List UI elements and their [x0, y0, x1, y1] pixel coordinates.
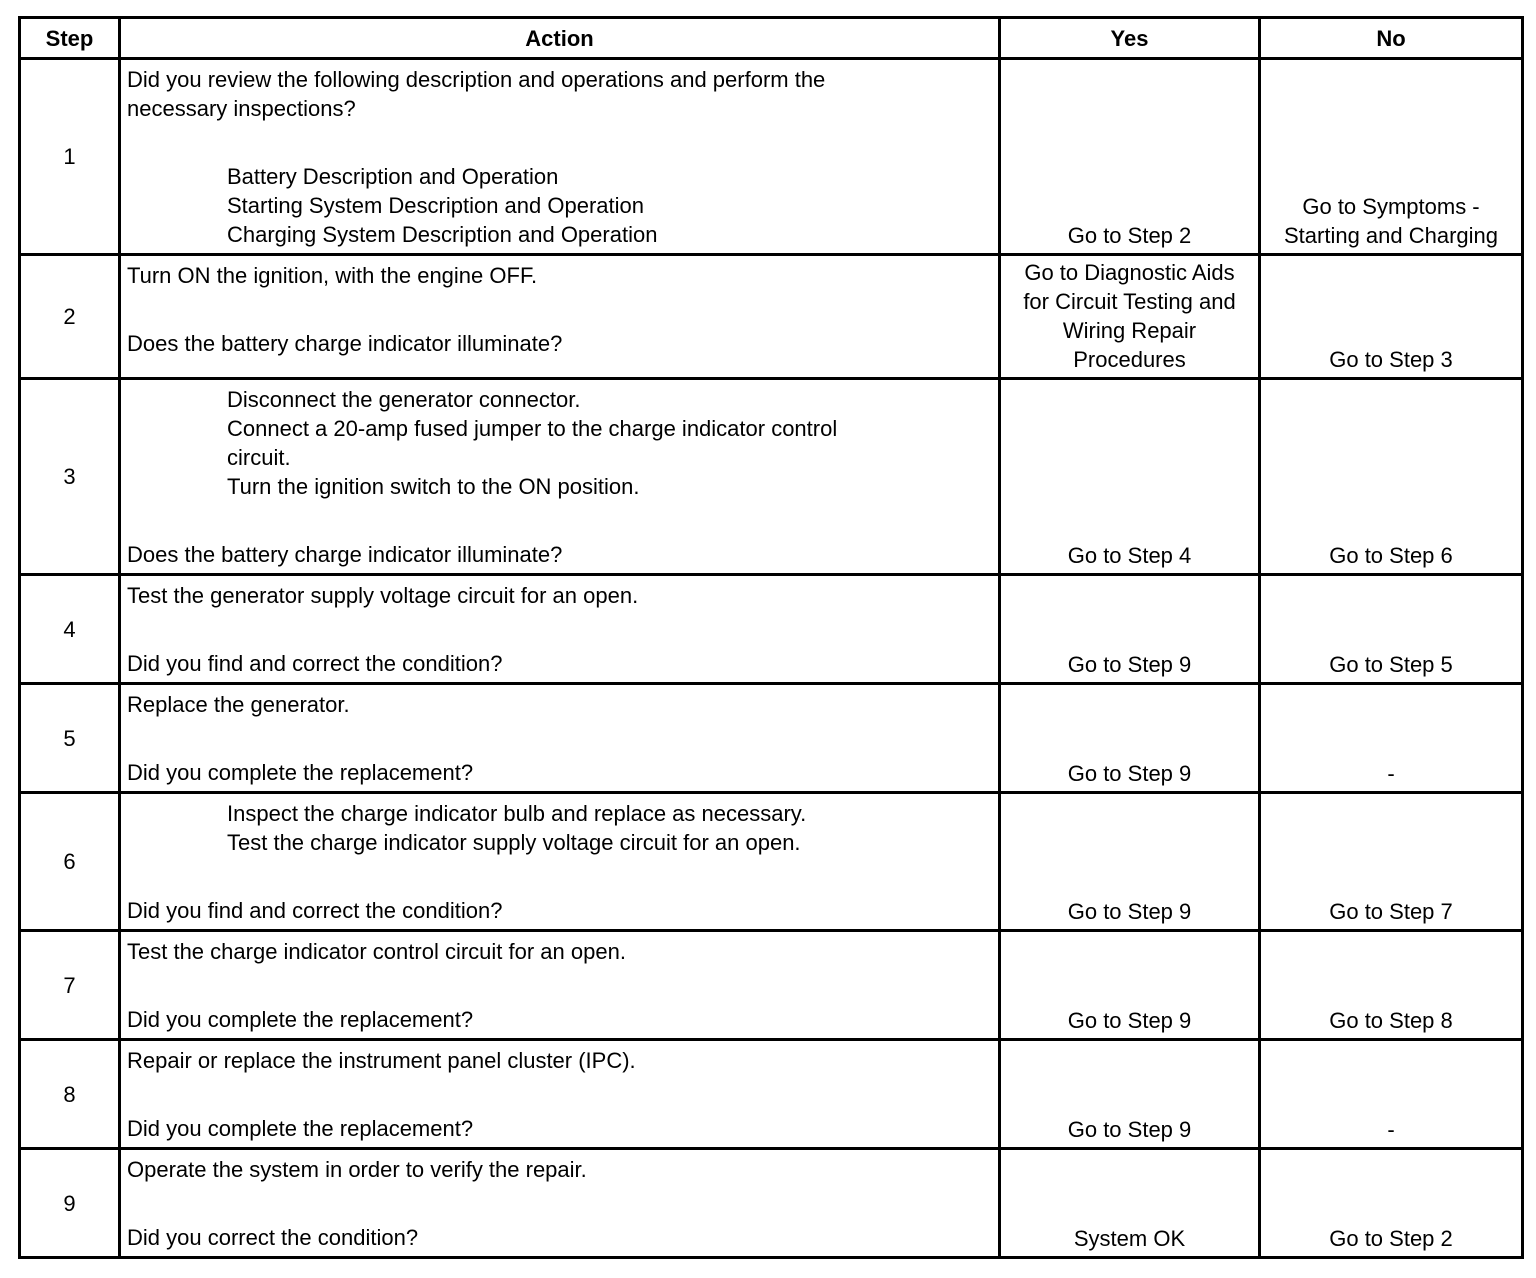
spacer [127, 719, 998, 758]
action-text: Did you find and correct the condition? [127, 898, 503, 923]
yes-result-line: for Circuit Testing and [1023, 289, 1236, 314]
step-number: 1 [20, 59, 120, 255]
spacer [127, 1075, 998, 1114]
action-text: Turn ON the ignition, with the engine OFF. [127, 263, 538, 288]
header-no: No [1260, 18, 1523, 59]
no-result-line: Go to Symptoms - [1302, 194, 1480, 219]
yes-result [1000, 931, 1260, 1040]
yes-result [1000, 1040, 1260, 1149]
step-number: 5 [20, 684, 120, 793]
diagnostic-table [18, 16, 1524, 1259]
step-number: 2 [20, 255, 120, 379]
action-text: Operate the system in order to verify the repair. [127, 1157, 587, 1182]
header-step: Step [20, 18, 120, 59]
action-cell [120, 575, 1000, 684]
spacer [127, 966, 998, 1005]
step-number: 6 [20, 793, 120, 931]
action-text: Did you review the following description and operations and perform the [127, 67, 826, 92]
action-text: Replace the generator. [127, 692, 350, 717]
yes-result-line: System OK [1073, 1226, 1186, 1251]
table-row [20, 255, 1523, 379]
action-text: Repair or replace the instrument panel cluster (IPC). [127, 1048, 636, 1073]
no-result [1260, 575, 1523, 684]
action-cell [120, 1149, 1000, 1258]
yes-result-line: Go to Step 9 [1067, 761, 1192, 786]
no-result [1260, 684, 1523, 793]
action-cell [120, 379, 1000, 575]
yes-result [1000, 793, 1260, 931]
table-row [20, 379, 1523, 575]
step-number: 3 [20, 379, 120, 575]
table-row [20, 1149, 1523, 1258]
yes-result [1000, 59, 1260, 255]
yes-result-line: Wiring Repair [1062, 318, 1197, 343]
action-text: Did you complete the replacement? [127, 760, 474, 785]
header-row [20, 18, 1523, 59]
spacer [127, 501, 998, 540]
step-number: 8 [20, 1040, 120, 1149]
table-row [20, 793, 1523, 931]
no-result-line: Go to Step 3 [1329, 347, 1453, 372]
yes-result-line: Procedures [1073, 347, 1186, 372]
no-result-line: Go to Step 7 [1329, 899, 1453, 924]
yes-result-line: Go to Diagnostic Aids [1024, 260, 1235, 285]
action-text: Does the battery charge indicator illuminate? [127, 331, 563, 356]
yes-result-line: Go to Step 9 [1067, 1008, 1192, 1033]
action-substep: Disconnect the generator connector. [227, 387, 581, 412]
yes-result [1000, 255, 1260, 379]
no-result [1260, 379, 1523, 575]
no-result-line: - [1387, 1117, 1395, 1142]
action-substep: Inspect the charge indicator bulb and replace as necessary. [227, 801, 807, 826]
action-substep: circuit. [227, 445, 291, 470]
table-row [20, 684, 1523, 793]
action-text: Did you correct the condition? [127, 1225, 419, 1250]
yes-result [1000, 1149, 1260, 1258]
table-row [20, 575, 1523, 684]
yes-result [1000, 684, 1260, 793]
table-row [20, 59, 1523, 255]
no-result [1260, 59, 1523, 255]
action-text: Test the generator supply voltage circuit for an open. [127, 583, 639, 608]
table-row [20, 1040, 1523, 1149]
no-result-line: Starting and Charging [1283, 223, 1499, 248]
yes-result-line: Go to Step 9 [1067, 1117, 1192, 1142]
action-cell [120, 931, 1000, 1040]
header-action: Action [120, 18, 1000, 59]
action-substep: Battery Description and Operation [227, 164, 559, 189]
action-cell [120, 793, 1000, 931]
action-text: Test the charge indicator control circuit for an open. [127, 939, 626, 964]
no-result [1260, 255, 1523, 379]
yes-result-line: Go to Step 2 [1067, 223, 1192, 248]
step-number: 7 [20, 931, 120, 1040]
no-result-line: Go to Step 2 [1329, 1226, 1453, 1251]
spacer [127, 123, 998, 162]
action-cell [120, 1040, 1000, 1149]
action-cell [120, 59, 1000, 255]
action-substep: Starting System Description and Operation [227, 193, 644, 218]
action-substep: Charging System Description and Operation [227, 222, 658, 247]
action-text: Did you complete the replacement? [127, 1116, 474, 1141]
yes-result-line: Go to Step 9 [1067, 652, 1192, 677]
spacer [127, 290, 998, 329]
spacer [127, 857, 998, 896]
spacer [127, 1184, 998, 1223]
yes-result-line: Go to Step 4 [1067, 543, 1192, 568]
action-text: necessary inspections? [127, 96, 356, 121]
yes-result [1000, 575, 1260, 684]
yes-result [1000, 379, 1260, 575]
step-number: 9 [20, 1149, 120, 1258]
no-result-line: Go to Step 6 [1329, 543, 1453, 568]
no-result [1260, 793, 1523, 931]
action-substep: Test the charge indicator supply voltage circuit for an open. [227, 830, 801, 855]
no-result [1260, 1149, 1523, 1258]
step-number: 4 [20, 575, 120, 684]
action-cell [120, 684, 1000, 793]
action-substep: Connect a 20-amp fused jumper to the charge indicator control [227, 416, 838, 441]
action-cell [120, 255, 1000, 379]
action-substep: Turn the ignition switch to the ON position. [227, 474, 640, 499]
no-result-line: Go to Step 5 [1329, 652, 1453, 677]
yes-result-line: Go to Step 9 [1067, 899, 1192, 924]
action-text: Does the battery charge indicator illuminate? [127, 542, 563, 567]
table-row [20, 931, 1523, 1040]
action-text: Did you find and correct the condition? [127, 651, 503, 676]
header-yes: Yes [1000, 18, 1260, 59]
no-result-line: - [1387, 761, 1395, 786]
action-text: Did you complete the replacement? [127, 1007, 474, 1032]
no-result [1260, 931, 1523, 1040]
spacer [127, 610, 998, 649]
no-result [1260, 1040, 1523, 1149]
no-result-line: Go to Step 8 [1329, 1008, 1453, 1033]
